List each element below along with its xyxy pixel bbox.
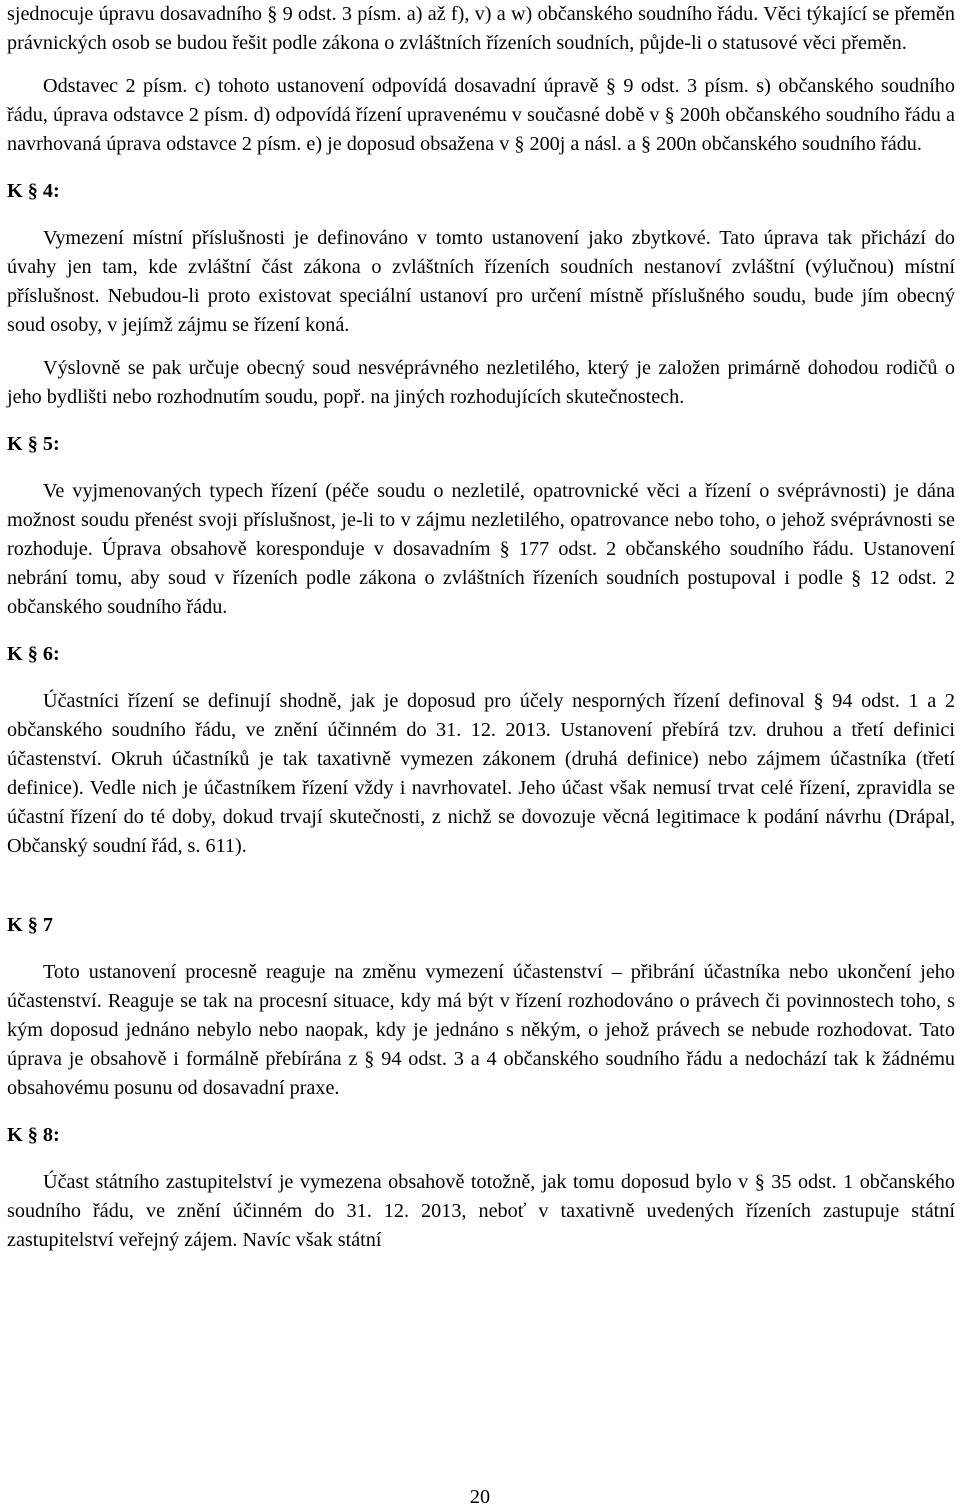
body-paragraph: Odstavec 2 písm. c) tohoto ustanovení odpovídá dosavadní úpravě § 9 odst. 3 písm. s) občanského soudního řádu, úprava odstavce 2 písm. d) odpovídá řízení upravenému v současné době v § 200h občanského soudního řádu a navrhovaná úprava odstavce 2 písm. e) je doposud obsažena v § 200j a násl. a § 200n občanského soudního řádu. — [7, 75, 955, 155]
body-paragraph: Toto ustanovení procesně reaguje na změnu vymezení účastenství – přibrání účastníka nebo ukončení jeho účastenství. Reaguje se tak na procesní situace, kdy má být v řízení rozhodováno o právech či povinnostech toho, s kým doposud jednáno nebylo nebo naopak, kdy je jednáno s někým, o jehož právech se nebude rozhodovat. Tato úprava je obsahově i formálně přebírána z § 94 odst. 3 a 4 občanského soudního řádu a nedochází tak k žádnému obsahovému posunu od dosavadní praxe. — [7, 961, 955, 1099]
document-page — [7, 0, 955, 1255]
body-paragraph: Výslovně se pak určuje obecný soud nesvéprávného nezletilého, který je založen primárně dohodou rodičů o jeho bydlišti nebo rozhodnutím soudu, popř. na jiných rozhodujících skutečnostech. — [7, 357, 955, 408]
section-heading: K § 4: — [7, 180, 60, 202]
body-paragraph: Účast státního zastupitelství je vymezena obsahově totožně, jak tomu doposud bylo v § 35 odst. 1 občanského soudního řádu, ve znění účinném do 31. 12. 2013, neboť v taxativně uvedených řízeních zastupuje státní zastupitelství veřejný zájem. Navíc však státní — [7, 1171, 955, 1251]
section-heading: K § 6: — [7, 643, 60, 665]
body-paragraph: Účastníci řízení se definují shodně, jak je doposud pro účely nesporných řízení definoval § 94 odst. 1 a 2 občanského soudního řádu, ve znění účinném do 31. 12. 2013. Ustanovení přebírá tzv. druhou a třetí definici účastenství. Okruh účastníků je tak taxativně vymezen zákonem (druhá definice) nebo zájmem účastníka (třetí definice). Vedle nich je účastníkem řízení vždy i navrhovatel. Jeho účast však nemusí trvat celé řízení, zpravidla se účastní řízení do té doby, dokud trvají skutečnosti, z nichž se dovozuje věcná legitimace k podání návrhu (Drápal, Občanský soudní řád, s. 611). — [7, 690, 955, 857]
section-heading: K § 7 — [7, 914, 53, 936]
body-paragraph: Ve vyjmenovaných typech řízení (péče soudu o nezletilé, opatrovnické věci a řízení o svéprávnosti) je dána možnost soudu přenést svoji příslušnost, je-li to v zájmu nezletilého, opatrovance nebo toho, o jehož svéprávnosti se rozhoduje. Úprava obsahově koresponduje v dosavadním § 177 odst. 2 občanského soudního řádu. Ustanovení nebrání tomu, aby soud v řízeních podle zákona o zvláštních řízeních soudních postupoval i podle § 12 odst. 2 občanského soudního řádu. — [7, 480, 955, 618]
body-paragraph: sjednocuje úpravu dosavadního § 9 odst. 3 písm. a) až f), v) a w) občanského soudního řádu. Věci týkající se přeměn právnických osob se budou řešit podle zákona o zvláštních řízeních soudních, půjde-li o statusové věci přeměn. — [7, 3, 955, 54]
body-paragraph: Vymezení místní příslušnosti je definováno v tomto ustanovení jako zbytkové. Tato úprava tak přichází do úvahy jen tam, kde zvláštní část zákona o zvláštních řízeních soudních nestanoví zvláštní (výlučnou) místní příslušnost. Nebudou-li proto existovat speciální ustanoví pro určení místně příslušného soudu, bude jím obecný soud osoby, v jejímž zájmu se řízení koná. — [7, 227, 955, 336]
page-number: 20 — [469, 1486, 491, 1508]
section-heading: K § 8: — [7, 1124, 60, 1146]
section-heading: K § 5: — [7, 433, 60, 455]
